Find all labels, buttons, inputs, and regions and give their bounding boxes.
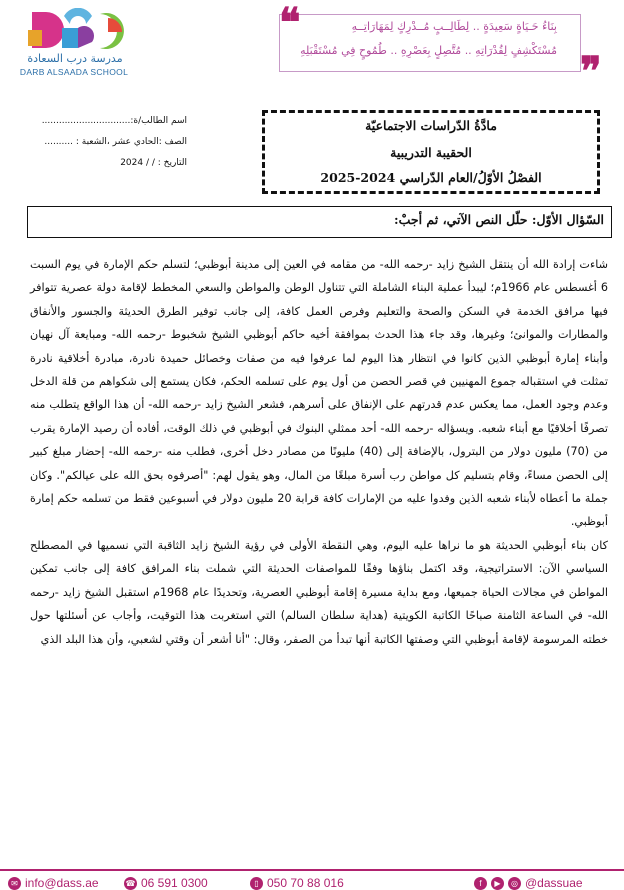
motto-line-1: بِنَاءُ حَـيَاةٍ سَعِيدَةٍ .. لِطَالِــبٍ مُــدْرِكٍ لِمَهَارَاتِــهِ xyxy=(351,20,557,33)
quote-close-icon: ❞ xyxy=(580,48,602,95)
phone-icon: ☎ xyxy=(125,879,136,889)
student-grade-field: الصف :الحادي عشر ،الشعبة : .......... xyxy=(44,137,187,147)
instagram-icon: ◎ xyxy=(508,877,521,890)
passage-paragraph-1: شاءت إرادة الله أن ينتقل الشيخ زايد -رحمه الله- من مقامه في العين إلى مدينة أبوظبي؛ لتسلم حكم الإمارة في يوم السبت 6 أغسطس عام 1966م؛ ليبدأ عملية البناء الشاملة التي تتناول الوطن والمواطن والسعي المخطط لإقامة دولة عصرية تتوافر فيها مرافق الخدمة في السكن والصحة والتعليم وفرص العمل كافة، إلى جانب توفير الطرق الحديثة والجسور والأنفاق والمطارات والموانئ؛ وغيرها، وقد جاء هذا الحدث بموافقة أخيه حاكم أبوظبي الشيخ شخبوط -رحمه الله- ومبايعة آل نهيان وأبناء إمارة أبوظبي الذين كانوا في انتظار هذا اليوم لما عرفوا فيه من صفات وخصائل حميدة نادرة، مبادرة أخلاقية نادرة تمثلت في استقباله جموع المهنيين في قصر الحصن من أول يوم على تسلمه الحكم، فكان يستمع إلى شكواهم من قلة الدخل وعدم وجود العمل، مما يعكس عدم قدرتهم على الإنفاق على أسرهم، فشعر الشيخ زايد -رحمه الله- أن هذا الواقع يتطلب منه تصرفًا أخلاقيًا مع أبناء شعبه. ويسؤاله -رحمه الله- أحد ممثلي البنوك في أبوظبي في ذلك الوقت، أفاده أن رصيد الإمارة يقرب من (70) مليون دولار من البترول، بالإضافة إلى (40) مليونًا من مصادر دخل أخرى، فطلب منه -رحمه الله- إحضار مبلغ كبير إلى الحصن مساءً، وقام بتسليم كل مواطن رب أسرة مبلغًا من المال، وهو يقول لهم: "أصرفوه بحق الله على عيالكم". وكان جملة ما أعطاه لأبناء شعبه الذين وفدوا عليه من الإمارات كافة قرابة 20 مليون دولار في أسبوعين فقط من تسلمه حكم إمارة أبوظبي. xyxy=(30,258,608,529)
student-name-field: اسم الطالب/ة:............................... xyxy=(41,116,187,126)
reading-passage xyxy=(30,253,608,651)
motto-line-2: مُسْتَكْشِفٍ لِقُدْرَاتِهِ .. مُتَّصِلٍ بِعَصْرِهِ .. طُمُوحٍ فِي مُسْتَقْبَلِهِ xyxy=(300,44,557,57)
student-date-field: التاريخ : / / 2024 xyxy=(120,158,187,168)
passage-paragraph-2: كان بناء أبوظبي الحديثة هو ما نراها عليه اليوم، وهي النقطة الأولى في رؤية الشيخ زايد الثاقبة التي نسميها في المصطلح السياسي الآن: الاستراتيجية، وقد اكتمل بناؤها وفقًا للمواصفات الحديثة التي شملت بناء المرافق كافة إلى جانب تمكين المواطن في مجالات الحياة جميعها، ومع بداية مسيرة إقامة أبوظبي العصرية، وتحديدًا عام 1968م استقبل الشيخ زايد -رحمه الله- في الساعة الثامنة صباحًا الكاتبة الكويتية (هداية سلطان السالم) التي استغربت هذا التوقيت، وأجاب عن أسئلتها حول خطته المرسومة لإقامة أبوظبي التي وصفتها الكاتبة أنها تبدأ من الصفر، وقال: "أنا أشعر أن وقتي لشعبي، وأن هذا البلد الذي xyxy=(30,538,608,646)
school-name-en: DARB ALSAADA SCHOOL xyxy=(19,67,129,77)
facebook-icon: f xyxy=(474,877,487,890)
footer-divider xyxy=(0,869,624,871)
logo-mark-icon xyxy=(22,8,132,52)
email-icon: ✉ xyxy=(8,877,21,890)
subject-bag-title: الحقيبة التدريبية xyxy=(390,145,472,160)
footer-phone-2-text: 050 70 88 016 xyxy=(267,876,344,890)
footer-email-text: info@dass.ae xyxy=(25,876,99,890)
subject-title: مادَّةُ الدّراسات الاجتماعيّة xyxy=(365,118,497,133)
question-heading: السّؤال الأوّل: حلّل النص الآتي، ثم أجبْ: xyxy=(393,212,604,227)
quote-open-icon: ❝ xyxy=(279,0,301,46)
footer-phone-1-text: 06 591 0300 xyxy=(141,876,208,890)
footer-social-handle: @dassuae xyxy=(525,876,583,890)
youtube-icon: ▶ xyxy=(491,877,504,890)
mobile-icon: ▯ xyxy=(250,877,263,890)
school-logo xyxy=(22,8,132,52)
school-name-ar: مدرسة درب السعادة xyxy=(27,52,123,65)
subject-term: الفصْلُ الأوّلُ/العام الدّراسي 2024-2025 xyxy=(320,170,542,185)
